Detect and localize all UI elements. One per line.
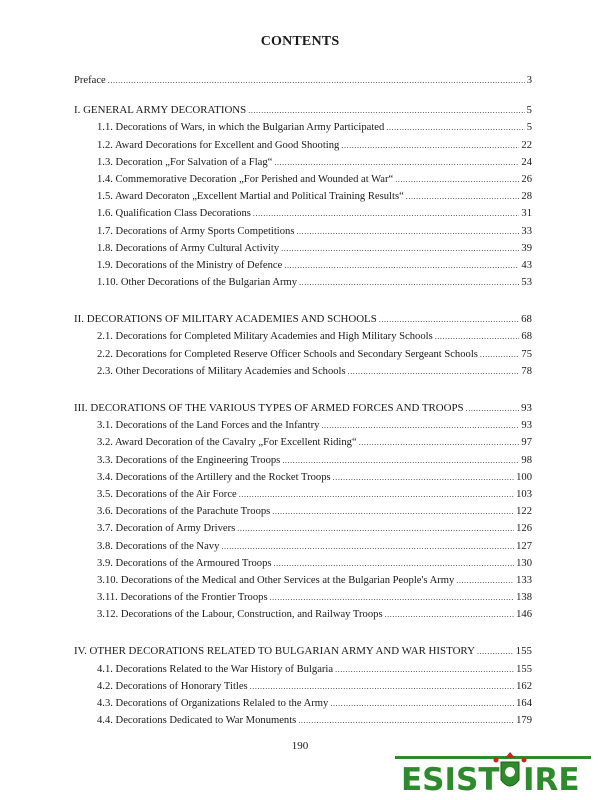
toc-page-number: 68	[521, 331, 532, 343]
toc-entry[interactable]	[74, 606, 532, 623]
toc-label: 4.2. Decorations of Honorary Titles	[97, 680, 248, 692]
leader-dots	[298, 712, 514, 729]
toc-page-number: 133	[516, 574, 532, 586]
leader-dots	[296, 223, 519, 240]
leader-dots	[221, 538, 514, 555]
toc-label: 1.8. Decorations of Army Cultural Activity	[97, 242, 280, 254]
toc-page-number: 164	[516, 698, 532, 709]
leader-dots	[299, 274, 519, 291]
toc-page-number: 5	[526, 104, 532, 117]
toc-page-number: 24	[521, 156, 532, 168]
leader-dots	[333, 469, 514, 486]
toc-label: 1.2. Award Decorations for Excellent and Good Shooting	[97, 139, 340, 151]
toc-entry[interactable]	[74, 154, 532, 171]
logo-lettering	[401, 762, 580, 796]
toc-entry[interactable]	[74, 346, 532, 363]
leader-dots	[335, 661, 514, 678]
toc-page-number: 155	[516, 663, 532, 675]
toc-section-heading[interactable]	[74, 311, 532, 328]
section-spacer	[74, 380, 532, 400]
toc-page-number: 93	[521, 420, 532, 432]
toc-label: 3.2. Award Decoration of the Cavalry „For Excellent Riding“	[97, 437, 357, 449]
toc-page-number: 31	[521, 208, 532, 220]
toc-label: 3.1. Decorations of the Land Forces and the Infantry	[97, 420, 320, 432]
toc-entry[interactable]	[74, 137, 532, 154]
leader-dots	[348, 363, 520, 380]
leader-dots	[108, 72, 525, 89]
toc-page-number: 162	[516, 680, 532, 692]
toc-label: 4.4. Decorations Dedicated to War Monuments	[97, 715, 297, 727]
toc-entry[interactable]	[74, 452, 532, 469]
toc-entry[interactable]	[74, 678, 532, 695]
toc-label: 2.2. Decorations for Completed Reserve Officer Schools and Secondary Sergeant Schools	[97, 348, 478, 360]
toc-page-number: 155	[515, 645, 532, 658]
toc-entry[interactable]	[74, 503, 532, 520]
toc-label: III. DECORATIONS OF THE VARIOUS TYPES OF ARMED FORCES AND TROOPS	[74, 402, 464, 414]
section-spacer	[74, 291, 532, 311]
toc-entry[interactable]	[74, 205, 532, 222]
toc-page-number: 179	[516, 715, 532, 727]
esistore-logo	[393, 752, 593, 796]
toc-page-number: 28	[521, 191, 532, 203]
toc-page-number: 39	[521, 242, 532, 254]
leader-dots	[274, 154, 519, 171]
toc-page-number: 146	[516, 609, 532, 621]
toc-entry[interactable]	[74, 555, 532, 572]
toc-entry[interactable]	[74, 661, 532, 678]
leader-dots	[395, 171, 519, 188]
toc-label: II. DECORATIONS OF MILITARY ACADEMIES AND SCHOOLS	[74, 313, 377, 326]
leader-dots	[385, 606, 515, 623]
toc-entry[interactable]	[74, 712, 532, 729]
toc-page-number: 75	[521, 348, 532, 360]
toc-page-number: 22	[521, 139, 532, 151]
section-spacer	[74, 623, 532, 643]
toc-entry[interactable]	[74, 274, 532, 291]
leader-dots	[406, 188, 520, 205]
toc-entry[interactable]	[74, 417, 532, 434]
toc-label: 3.4. Decorations of the Artillery and the Rocket Troops	[97, 471, 331, 483]
leader-dots	[386, 119, 524, 136]
toc-label: Preface	[74, 75, 106, 86]
toc-entry[interactable]	[74, 171, 532, 188]
leader-dots	[477, 643, 514, 660]
toc-entry[interactable]	[74, 572, 532, 589]
toc-page-number: 78	[521, 365, 532, 377]
toc-label: 1.4. Commemorative Decoration „For Perished and Wounded at War“	[97, 173, 394, 185]
toc-label: 1.5. Award Decoraton „Excellent Martial and Political Training Results“	[97, 191, 404, 203]
toc-page-number: 138	[516, 592, 532, 604]
toc-entry[interactable]	[74, 257, 532, 274]
toc-label: 1.3. Decoration „For Salvation of a Flag“	[97, 156, 273, 168]
toc-label: 3.7. Decoration of Army Drivers	[97, 523, 236, 535]
toc-label: 3.5. Decorations of the Air Force	[97, 488, 237, 500]
toc-label: 2.3. Other Decorations of Military Academies and Schools	[97, 365, 346, 377]
page-number: 190	[291, 740, 309, 752]
leader-dots	[272, 503, 514, 520]
toc-label: 4.3. Decorations of Organizations Relaled to the Army	[97, 698, 329, 709]
toc-entry[interactable]	[74, 520, 532, 537]
table-of-contents	[74, 72, 532, 729]
toc-entry[interactable]	[74, 328, 532, 345]
toc-label: 3.10. Decorations of the Medical and Other Services at the Bulgarian People's Army	[97, 574, 455, 586]
page-title: CONTENTS	[260, 34, 340, 49]
leader-dots	[341, 137, 519, 154]
toc-label: 3.9. Decorations of the Armoured Troops	[97, 557, 272, 569]
toc-page-number: 5	[526, 122, 532, 134]
toc-label: 1.10. Other Decorations of the Bulgarian Army	[97, 277, 298, 289]
toc-entry[interactable]	[74, 119, 532, 136]
leader-dots	[359, 434, 520, 451]
leader-dots	[237, 520, 514, 537]
toc-label: IV. OTHER DECORATIONS RELATED TO BULGARIAN ARMY AND WAR HISTORY	[74, 645, 475, 658]
leader-dots	[253, 205, 520, 222]
toc-label: 4.1. Decorations Related to the War History of Bulgaria	[97, 663, 334, 675]
toc-page-number: 126	[516, 523, 532, 535]
toc-entry[interactable]	[74, 240, 532, 257]
toc-page-number: 93	[521, 402, 532, 414]
leader-dots	[274, 555, 515, 572]
toc-section-heading[interactable]	[74, 400, 532, 417]
toc-entry[interactable]	[74, 589, 532, 606]
toc-entry[interactable]	[74, 223, 532, 240]
leader-dots	[281, 240, 519, 257]
toc-page-number: 33	[521, 225, 532, 237]
toc-label: 3.11. Decorations of the Frontier Troops	[97, 592, 268, 604]
leader-dots	[321, 417, 519, 434]
leader-dots	[466, 400, 519, 417]
leader-dots	[248, 102, 524, 119]
toc-page-number: 53	[521, 277, 532, 289]
toc-page-number: 103	[516, 488, 532, 500]
leader-dots	[282, 452, 519, 469]
logo-text-right: IRE	[523, 762, 580, 796]
toc-label: 3.6. Decorations of the Parachute Troops	[97, 506, 271, 518]
toc-entry[interactable]	[74, 486, 532, 503]
toc-page-number: 98	[521, 454, 532, 466]
toc-page-number: 130	[516, 557, 532, 569]
leader-dots	[330, 695, 514, 712]
toc-page-number: 43	[521, 259, 532, 271]
toc-label: 1.1. Decorations of Wars, in which the Bulgarian Army Participated	[97, 122, 385, 134]
toc-label: 3.12. Decorations of the Labour, Construction, and Railway Troops	[97, 609, 383, 621]
toc-label: I. GENERAL ARMY DECORATIONS	[74, 104, 247, 117]
toc-page-number: 127	[516, 540, 532, 552]
section-spacer	[74, 89, 532, 102]
leader-dots	[270, 589, 515, 606]
logo-top-stripe	[395, 756, 591, 759]
toc-entry[interactable]	[74, 434, 532, 451]
toc-label: 1.6. Qualification Class Decorations	[97, 208, 251, 220]
logo-text-left: ESIST	[401, 762, 500, 796]
toc-page-number: 100	[516, 471, 532, 483]
toc-entry[interactable]	[74, 469, 532, 486]
toc-page-number: 122	[516, 506, 532, 518]
toc-label: 1.7. Decorations of Army Sports Competitions	[97, 225, 295, 237]
toc-page-number: 97	[521, 437, 532, 449]
toc-entry[interactable]	[74, 363, 532, 380]
toc-label: 2.1. Decorations for Completed Military Academies and High Military Schools	[97, 331, 433, 343]
leader-dots	[379, 311, 519, 328]
toc-page-number: 3	[526, 75, 532, 86]
toc-section-heading[interactable]	[74, 643, 532, 660]
toc-entry[interactable]	[74, 695, 532, 712]
leader-dots	[284, 257, 519, 274]
toc-row-preface[interactable]	[74, 72, 532, 89]
toc-section-heading[interactable]	[74, 102, 532, 119]
toc-page-number: 26	[521, 173, 532, 185]
leader-dots	[435, 328, 520, 345]
toc-label: 1.9. Decorations of the Ministry of Defence	[97, 259, 283, 271]
toc-entry[interactable]	[74, 188, 532, 205]
leader-dots	[480, 346, 520, 363]
leader-dots	[456, 572, 514, 589]
leader-dots	[250, 678, 514, 695]
toc-entry[interactable]	[74, 538, 532, 555]
leader-dots	[239, 486, 514, 503]
toc-label: 3.3. Decorations of the Engineering Troops	[97, 454, 281, 466]
toc-label: 3.8. Decorations of the Navy	[97, 540, 220, 552]
toc-page-number: 68	[521, 313, 532, 326]
